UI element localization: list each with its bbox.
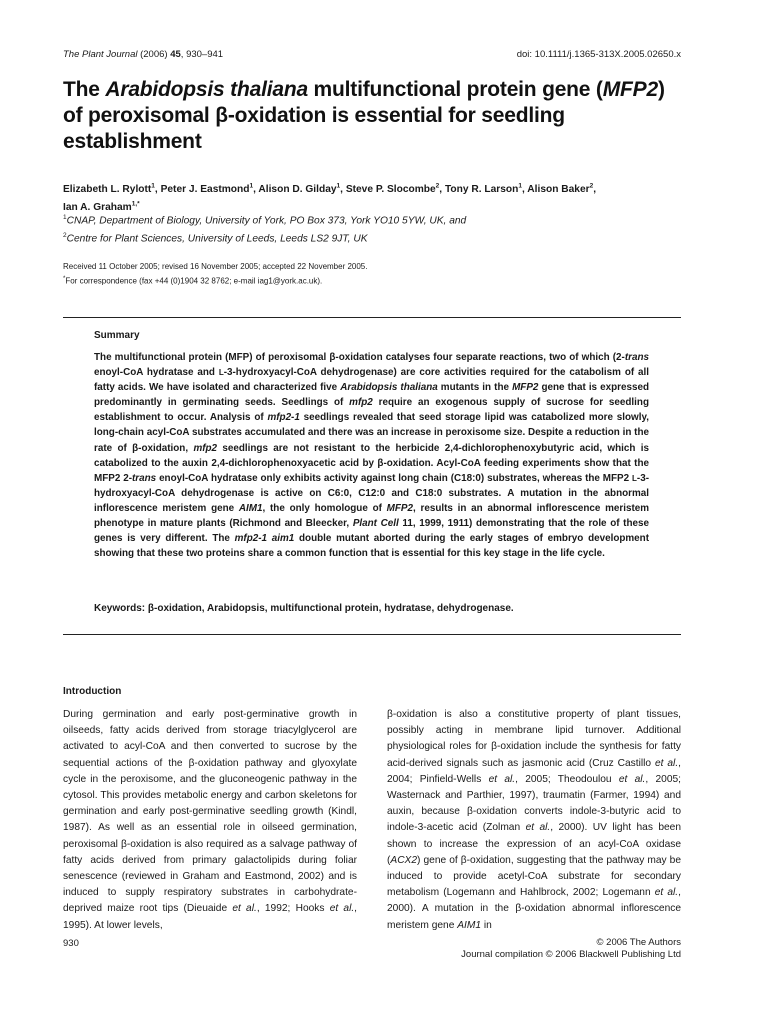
copyright [461,937,681,961]
author: Alison D. Gilday$^1$, [258,183,346,196]
title-part: multifunctional protein gene ( [307,78,603,101]
page-number: 930 [63,938,79,949]
journal-pages: , 930–941 [180,49,224,60]
title-part: ) of peroxisomal β-oxidation is essential for seedling establishment [63,78,665,153]
title-species: Arabidopsis thaliana [105,78,308,101]
received-line: Received 11 October 2005; revised 16 November 2005; accepted 22 November 2005. [63,262,368,271]
author: Steve P. Slocombe$^2$, [345,183,445,196]
summary-heading: Summary [94,330,140,341]
summary-bottom-rule [63,634,681,635]
title-part: The [63,78,106,101]
copyright-publisher: Journal compilation © 2006 Blackwell Publishing Ltd [461,949,681,960]
summary-text: The multifunctional protein (MFP) of peroxisomal β-oxidation catalyses four separate reactions, two of which (2-trans enoyl-CoA hydratase and L-3-hydroxyacyl-CoA dehydrogenase) are core activities required for the catabolism of all fatty acids. We have isolated and characterized five Arabidopsis thaliana mutants in the MFP2 gene that is expressed predominantly in germinating seeds. Seedlings of mfp2 require an exogenous supply of sucrose for seedling establishment to occur. Analysis of mfp2-1 seedlings revealed that seed storage lipid was catabolized more slowly, long-chain acyl-CoA substrates accumulated and there was an increase in peroxisome size. Despite a reduction in the rate of β-oxidation, mfp2 seedlings are not resistant to the herbicide 2,4-dichlorophenoxybutyric acid, which is catabolized to the auxin 2,4-dichlorophenoxyacetic acid by β-oxidation. Acyl-CoA feeding experiments show that the MFP2 2-trans enoyl-CoA hydratase only exhibits activity against long chain (C18:0) substrates, whereas the MFP2 L-3-hydroxyacyl-CoA dehydrogenase is active on C6:0, C12:0 and C18:0 substrates. A mutation in the abnormal inflorescence meristem gene AIM1, the only homologue of MFP2, results in an abnormal inflorescence meristem phenotype in mature plants (Richmond and Bleecker, Plant Cell 11, 1999, 1911) demonstrating that the role of these genes is very different. The mfp2-1 aim1 double mutant aborted during the early stages of embryo development showing that these two proteins share a common function that is essential for this key stage in the life cycle. [94,352,650,560]
summary-top-rule [63,317,681,318]
running-header [63,49,681,63]
journal-year: (2006) [137,49,171,60]
received-dates [63,261,683,288]
correspondence: *For correspondence (fax +44 (0)1904 32 8762; e-mail iag1@york.ac.uk). [63,276,323,286]
body-column-left: During germination and early post-germinative growth in oilseeds, fatty acids derived from storage triacylglycerol are activated to acyl-CoA and then converted to sucrose by the sequential actions of the β-oxidation pathway and glyoxylate cycle in the peroxisome, and the gluconeogenic pathway in the cytosol. This provides metabolic energy and carbon skeletons for germination and early post-germinative seedling growth (Kindl, 1987). As well as an essential role in oilseed germination, peroxisomal β-oxidation is also required as a salvage pathway of fatty acids derived from primary galactolipids during foliar senescence (reviewed in Graham and Eastmond, 2002) and is induced to supply respiratory substrates in carbohydrate-deprived maize root tips (Dieuaide et al., 1992; Hooks et al., 1995). At lower levels, [63,709,358,931]
affiliation: $^2$Centre for Plant Sciences, University of Leeds, Leeds LS2 9JT, UK [63,232,368,245]
affiliation: $^1$CNAP, Department of Biology, University of York, PO Box 373, York YO10 5YW, UK, and [63,214,467,227]
author: Elizabeth L. Rylott$^1$, [63,183,161,196]
journal-volume: 45 [170,49,181,60]
article-title [63,77,683,155]
introduction-heading: Introduction [63,686,122,697]
affiliations [63,210,683,247]
doi[interactable]: doi: 10.1111/j.1365-313X.2005.02650.x [516,49,681,60]
journal-citation [63,49,223,60]
keywords [94,603,649,614]
body-column-right: β-oxidation is also a constitutive property of plant tissues, possibly acting in membrane lipid turnover. Additional physiological roles for β-oxidation include the synthesis for fatty acid-derived signals such as jasmonic acid (Cruz Castillo et al., 2004; Pinfield-Wells et al., 2005; Theodoulou et al., 2005; Wasternack and Parthier, 1997), traumatin (Farmer, 1994) and auxin, because β-oxidation converts indole-3-butyric acid to indole-3-acetic acid (Zolman et al., 2000). UV light has been shown to increase the expression of an acyl-CoA oxidase (ACX2) gene of β-oxidation, suggesting that the pathway may be induced to provide acetyl-CoA substrate for secondary metabolism (Logemann and Hahlbrock, 2002; Logemann et al., 2000). A mutation in the β-oxidation abnormal inflorescence meristem gene AIM1 in [387,709,681,931]
journal-name: The Plant Journal [63,49,138,60]
keywords-text: β-oxidation, Arabidopsis, multifunctional protein, hydratase, dehydrogenase. [147,603,514,614]
author: Alison Baker$^2$, [527,183,597,196]
title-gene: MFP2 [602,78,658,101]
keywords-label: Keywords: [94,603,146,614]
author: Peter J. Eastmond$^1$, [160,183,259,196]
author: Tony R. Larson$^1$, [444,183,528,196]
author: Ian A. Graham$^{1,*}$ [63,200,140,213]
copyright-authors: © 2006 The Authors [596,937,681,948]
